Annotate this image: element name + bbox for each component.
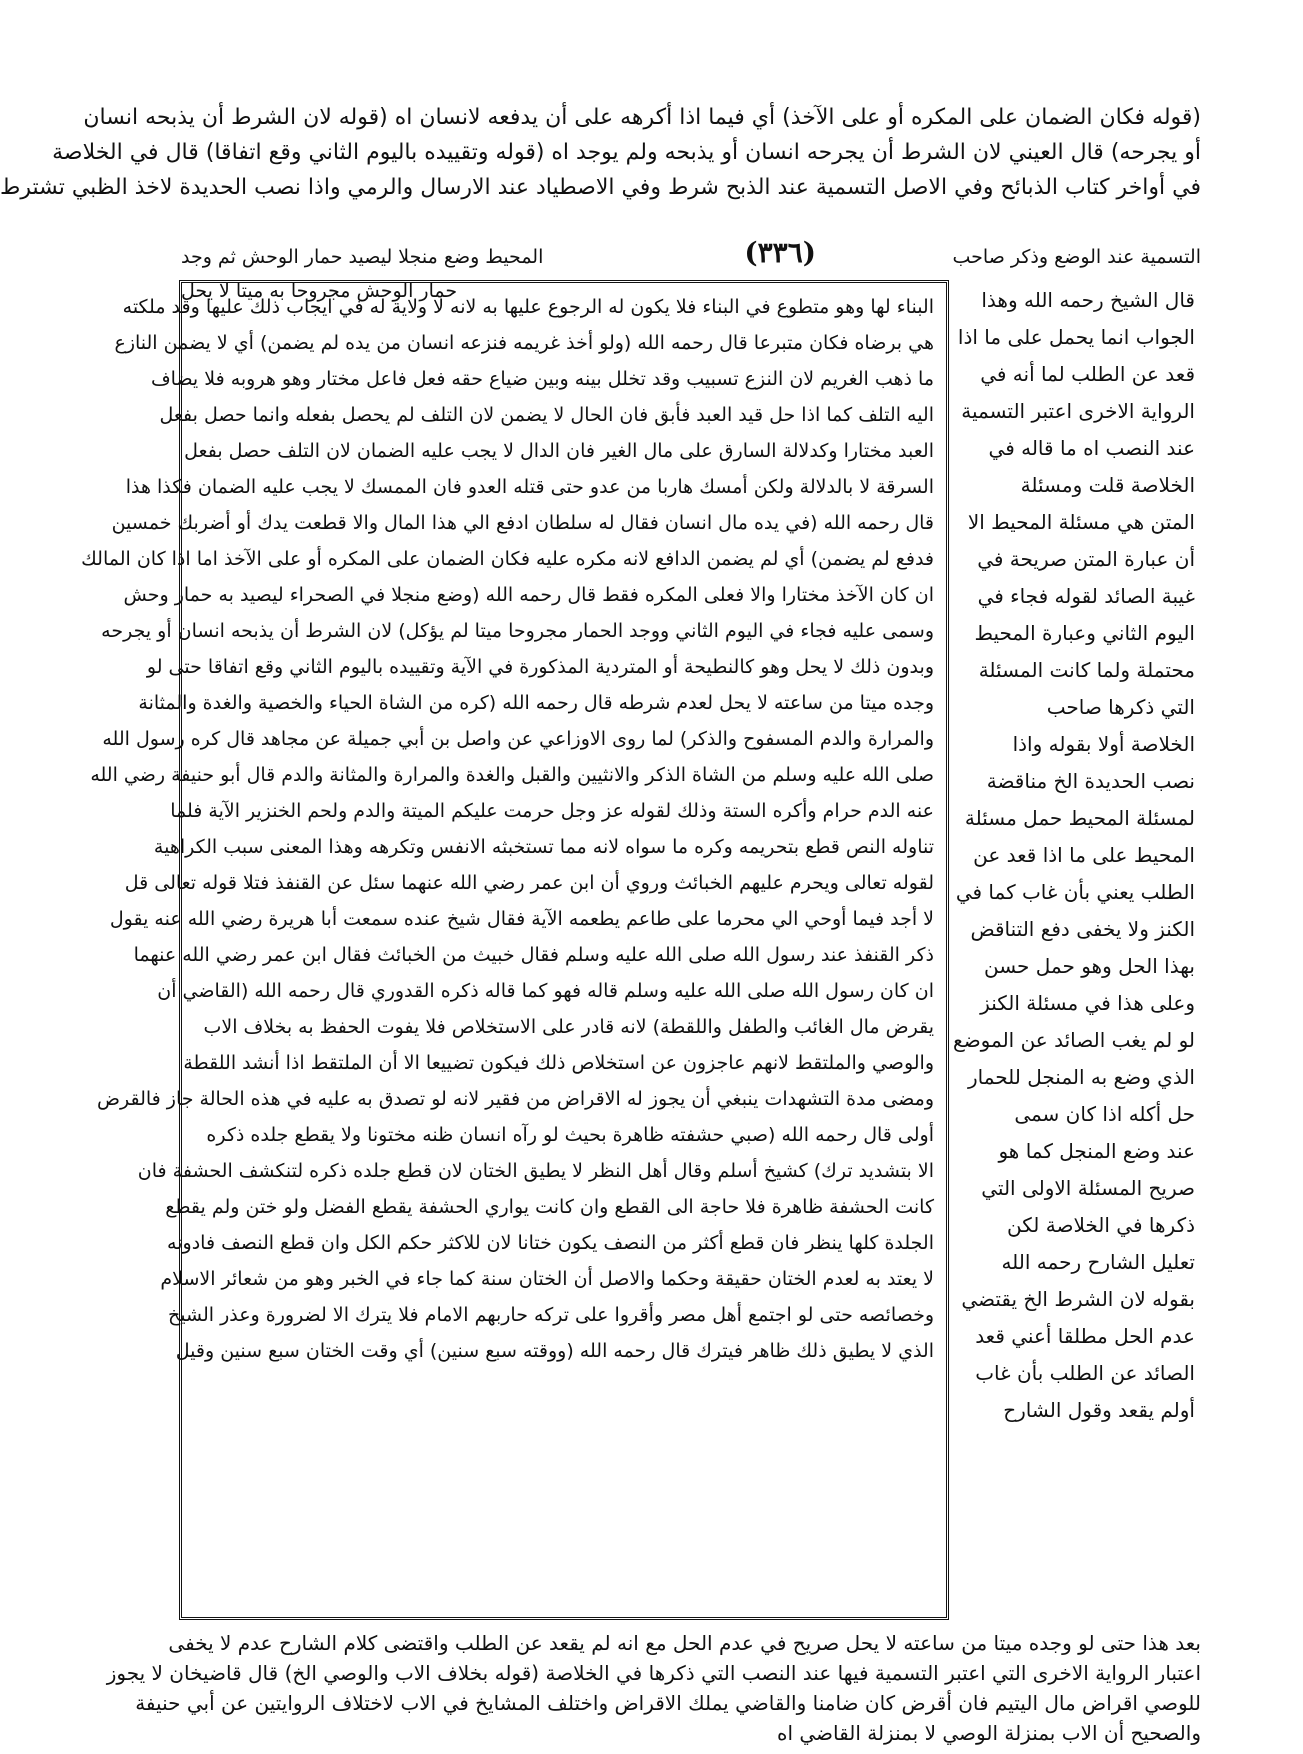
main-text-line: وجده ميتا من ساعته لا يحل لعدم شرطه قال رحمه الله (كره من الشاة الحياء والخصية والغدة والمثانة xyxy=(138,692,934,714)
main-text-line: ان كان رسول الله صلى الله عليه وسلم قاله فهو كما قاله ذكره القدوري قال رحمه الله (القاضي أن xyxy=(157,980,934,1002)
margin-line: لمسئلة المحيط حمل مسئلة xyxy=(964,806,1195,830)
main-text-line: السرقة لا بالدلالة ولكن أمسك هاربا من عدو حتى قتله العدو فان الممسك لا يجب عليه الضمان فكذا هذا xyxy=(125,476,934,498)
margin-line: عند النصب اه ما قاله في xyxy=(988,436,1195,460)
margin-line: قعد عن الطلب لما أنه في xyxy=(980,362,1195,386)
main-text-line: عنه الدم حرام وأكره الستة وذلك لقوله عز وجل حرمت عليكم الميتة والدم ولحم الخنزير الآية فلما xyxy=(170,800,934,822)
bottom-commentary-line: والصحيح أن الاب بمنزلة الوصي لا بمنزلة القاضي اه xyxy=(776,1721,1201,1745)
margin-line: محتملة ولما كانت المسئلة xyxy=(978,658,1195,682)
bottom-commentary-line: للوصي اقراض مال اليتيم فان أقرض كان ضامنا والقاضي يملك الاقراض واختلف المشايخ في الاب لاختلاف الروايتين عن أبي حنيفة xyxy=(135,1691,1201,1715)
main-text-line: لا أجد فيما أوحي الي محرما على طاعم يطعمه الآية فقال شيخ عنده سمعت أبا هريرة رضي الله عنه يقول xyxy=(109,908,934,930)
margin-line: عند وضع المنجل كما هو xyxy=(998,1139,1195,1163)
top-commentary-line: أو يجرحه) قال العيني لان الشرط أن يجرحه انسان أو يذبحه ولم يوجد اه (قوله وتقييده باليوم الثاني وقع اتفاقا) قال في الخلاصة xyxy=(52,140,1201,165)
margin-line: أولم يقعد وقول الشارح xyxy=(1003,1398,1195,1422)
main-text-frame xyxy=(81,280,949,1620)
top-commentary-line: في أواخر كتاب الذبائح وفي الاصل التسمية عند الذبح شرط وفي الاصطياد عند الارسال والرمي واذا نصب الحديدة لاخذ الظبي تشترط xyxy=(0,175,1201,200)
main-text-line: وخصائصه حتى لو اجتمع أهل مصر وأقروا على تركه حاربهم الامام فلا يترك الا لضرورة وعذر الشيخ xyxy=(168,1304,934,1326)
margin-line: الكنز ولا يخفى دفع التناقض xyxy=(970,917,1195,941)
margin-line: أن عبارة المتن صريحة في xyxy=(977,547,1195,571)
main-text-line: ما ذهب الغريم لان النزع تسبيب وقد تخلل بينه وبين ضياع حقه فعل فاعل مختار وهو هروبه فلا يضاف xyxy=(150,368,934,390)
margin-line: اليوم الثاني وعبارة المحيط xyxy=(974,621,1195,645)
bottom-commentary xyxy=(106,1628,1201,1748)
main-text-line: قال رحمه الله (في يده مال انسان فقال له سلطان ادفع الي هذا المال والا قطعت يدك أو أضربك خمسين xyxy=(111,512,934,534)
margin-line: الخلاصة أولا بقوله واذا xyxy=(1012,732,1195,756)
main-text-line: العبد مختارا وكدلالة السارق على مال الغير فان الدال لا يجب عليه الضمان لان التلف حصل بفعل xyxy=(184,440,934,462)
main-text-line: البناء لها وهو متطوع في البناء فلا يكون له الرجوع عليها به لانه لا ولاية له في ايجاب ذلك عليها وقد ملكته xyxy=(122,296,934,318)
main-text-line: لقوله تعالى ويحرم عليهم الخبائث وروي أن ابن عمر رضي الله عنهما سئل عن القنفذ فتلا قوله تعالى قل xyxy=(124,872,934,894)
main-text-line: الذي لا يطيق ذلك ظاهر فيترك قال رحمه الله (ووقته سبع سنين) أي وقت الختان سبع سنين وقيل xyxy=(175,1340,934,1362)
bottom-commentary-line: اعتبار الرواية الاخرى التي اعتبر التسمية فيها عند النصب التي ذكرها في الخلاصة (قوله بخلاف الاب والوصي الخ) قال قاضيخان لا يجوز xyxy=(106,1661,1201,1685)
main-text-line: صلى الله عليه وسلم من الشاة الذكر والانثيين والقبل والغدة والمرارة والمثانة والدم قال أبو حنيفة رضي الله xyxy=(90,764,934,786)
header-left-text: المحيط وضع منجلا ليصيد حمار الوحش ثم وجد حمار الوحش مجروحا به ميتا لا يحل xyxy=(181,246,544,302)
margin-line: نصب الحديدة الخ مناقضة xyxy=(986,769,1195,793)
margin-commentary xyxy=(953,282,1195,1429)
margin-line: عدم الحل مطلقا أعني قعد xyxy=(975,1324,1195,1348)
main-text-line: هي برضاه فكان متبرعا قال رحمه الله (ولو أخذ غريمه فنزعه انسان من يده لم يضمن) أي لا يضمن النازع xyxy=(114,332,934,354)
main-text-line: أولى قال رحمه الله (صبي حشفته ظاهرة بحيث لو رآه انسان ظنه مختونا ولا يقطع جلده ذكره xyxy=(206,1124,934,1146)
main-text-line: اليه التلف كما اذا حل قيد العبد فأبق فان الحال لا يضمن لان التلف لم يحصل بفعله وانما حصل بفعل xyxy=(159,404,934,426)
margin-line: الجواب انما يحمل على ما اذا xyxy=(957,325,1195,349)
page-number: (٣٣٦) xyxy=(744,236,816,269)
main-text-line: وسمى عليه فجاء في اليوم الثاني ووجد الحمار مجروحا ميتا لم يؤكل) لان الشرط أن يذبحه انسان أو يجرحه xyxy=(101,620,934,642)
margin-line: بهذا الحل وهو حمل حسن xyxy=(983,954,1195,978)
main-text-line: والوصي والملتقط لانهم عاجزون عن استخلاص ذلك فيكون تضييعا الا أن الملتقط اذا أنشد اللقطة xyxy=(183,1052,934,1074)
main-text-line: وبدون ذلك لا يحل وهو كالنطيحة أو المتردية المذكورة في الآية وتقييده باليوم الثاني وقع اتفاقا حتى لو xyxy=(146,656,934,678)
margin-line: الرواية الاخرى اعتبر التسمية xyxy=(961,399,1195,423)
margin-line: الخلاصة قلت ومسئلة xyxy=(1020,473,1195,497)
main-text-line: يقرض مال الغائب والطفل واللقطة) لانه قادر على الاستخلاص فلا يفوت الحفظ به بخلاف الاب xyxy=(203,1016,934,1038)
bottom-commentary-line: بعد هذا حتى لو وجده ميتا من ساعته لا يحل صريح في عدم الحل مع انه لم يقعد عن الطلب واقتضى كلام الشارح عدم لا يخفى xyxy=(168,1631,1201,1655)
top-commentary xyxy=(0,100,1201,205)
margin-line: التي ذكرها صاحب xyxy=(1046,695,1195,719)
main-text-line: الا بتشديد ترك) كشيخ أسلم وقال أهل النظر لا يطيق الختان لان قطع جلده ذكره لتنكشف الحشفة فان xyxy=(137,1160,934,1182)
margin-line: حل أكله اذا كان سمى xyxy=(1014,1102,1195,1126)
main-text-line: والمرارة والدم المسفوح والذكر) لما روى الاوزاعي عن واصل بن أبي جميلة عن مجاهد قال كره رسول الله xyxy=(102,728,934,750)
header-right-text: التسمية عند الوضع وذكر صاحب xyxy=(952,246,1201,268)
margin-line: المتن هي مسئلة المحيط الا xyxy=(967,510,1195,534)
main-text-line: كانت الحشفة ظاهرة فلا حاجة الى القطع وان كانت يواري الحشفة يقطع الفضل ولو ختن ولم يقطع xyxy=(165,1196,934,1218)
margin-line: الطلب يعني بأن غاب كما في xyxy=(955,880,1195,904)
main-text-line: تناوله النص قطع بتحريمه وكره ما سواه لانه مما تستخبثه الانفس وتكرهه وهذا المعنى سبب الكراهية xyxy=(153,836,934,858)
margin-line: تعليل الشارح رحمه الله xyxy=(1001,1250,1195,1274)
margin-line: المحيط على ما اذا قعد عن xyxy=(973,843,1195,867)
margin-line: ذكرها في الخلاصة لكن xyxy=(1007,1213,1195,1237)
margin-line: صريح المسئلة الاولى التي xyxy=(981,1176,1195,1200)
main-text-line: ان كان الآخذ مختارا والا فعلى المكره فقط قال رحمه الله (وضع منجلا في الصحراء ليصيد به حمار وحش xyxy=(123,584,934,606)
margin-line: لو لم يغب الصائد عن الموضع xyxy=(953,1028,1195,1052)
margin-line: الصائد عن الطلب بأن غاب xyxy=(975,1361,1195,1385)
margin-line: قال الشيخ رحمه الله وهذا xyxy=(981,288,1195,312)
main-text-line: ذكر القنفذ عند رسول الله صلى الله عليه وسلم فقال خبيث من الخبائث فقال ابن عمر رضي الله عنهما xyxy=(133,944,934,966)
main-text-line: الجلدة كلها ينظر فان قطع أكثر من النصف يكون ختانا لان للاكثر حكم الكل وان قطع النصف فادونه xyxy=(167,1232,934,1254)
top-commentary-line: (قوله فكان الضمان على المكره أو على الآخذ) أي فيما اذا أكرهه على أن يدفعه لانسان اه (قوله لان الشرط أن يذبحه انسان xyxy=(83,105,1201,130)
main-text-line: لا يعتد به لعدم الختان حقيقة وحكما والاصل أن الختان سنة كما جاء في الخبر وهو من شعائر الاسلام xyxy=(160,1268,934,1290)
margin-line: وعلى هذا في مسئلة الكنز xyxy=(980,991,1195,1015)
main-text-line: فدفع لم يضمن) أي لم يضمن الدافع لانه مكره عليه فكان الضمان على المكره أو على الآخذ اما اذا كان المالك xyxy=(81,548,934,570)
margin-line: غيبة الصائد لقوله فجاء في xyxy=(977,584,1195,608)
main-text-line: ومضى مدة التشهدات ينبغي أن يجوز له الاقراض من فقير لانه لو تصدق به عليه في هذه الحالة جاز فالقرض xyxy=(97,1088,934,1110)
margin-line: الذي وضع به المنجل للحمار xyxy=(967,1065,1195,1089)
margin-line: بقوله لان الشرط الخ يقتضي xyxy=(961,1287,1195,1311)
